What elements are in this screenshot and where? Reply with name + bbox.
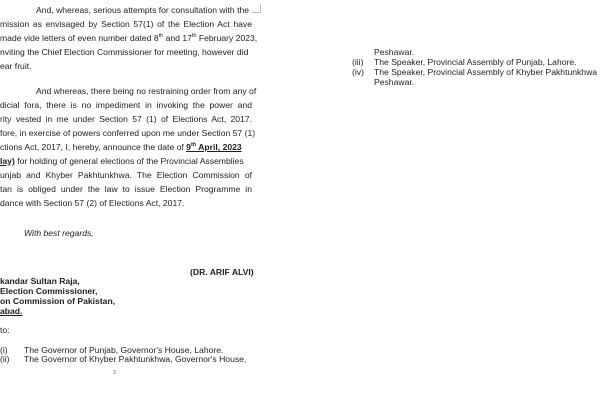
addressee-line-3: on Commission of Pakistan, — [0, 296, 116, 306]
para2-line-1: And whereas, there being no restraining order from any of — [36, 86, 257, 96]
list-item: (iii) The Speaker, Provincial Assembly of Punjab, Lahore. — [352, 57, 577, 67]
copy-to-label: to: — [0, 325, 10, 335]
addressee-line-1: kandar Sultan Raja, — [0, 276, 80, 286]
para2-line-2: dicial fora, there is no impediment in invoking the power and — [0, 100, 252, 110]
signatory-name: (DR. ARIF ALVI) — [190, 267, 254, 277]
para2-line-4: fore, in exercise of powers conferred upon me under Section 57 (1) — [0, 128, 256, 138]
list-item: (ii) The Governor of Khyber Pakhtunkhwa, Governor's House, — [0, 354, 247, 364]
list-item: (i) The Governor of Punjab, Governor's House, Lahore. — [0, 345, 224, 355]
para2-line-8: tan is obliged under the law to issue Election Programme in — [0, 184, 252, 194]
addressee-line-2: Election Commissioner, — [0, 286, 98, 296]
page-corner-mark — [252, 4, 261, 13]
para2-line-6: lay) for holding of general elections of the Provincial Assemblies — [0, 156, 244, 166]
para1-line-2: mission as envisaged by Section 57(1) of the Election Act have — [0, 19, 252, 29]
para2-line-3: rity vested in me under Section 57 (1) of Elections Act, 2017. — [0, 114, 252, 124]
para2-line-5: ctions Act, 2017, I, hereby, announce the date of 9th April, 2023 — [0, 142, 242, 152]
document-page-left — [0, 0, 262, 400]
addressee-line-4: abad. — [0, 306, 23, 316]
list-item: (iv) The Speaker, Provincial Assembly of Khyber Pakhtunkhwa — [352, 67, 598, 77]
closing-regards: With best regards, — [24, 228, 94, 238]
page-number: 3 — [113, 370, 116, 376]
para1-line-5: ear fruit. — [0, 61, 32, 71]
para1-line-3: made vide letters of even number dated 8th and 17th February 2023, — [0, 33, 258, 43]
para1-line-4: nviting the Chief Election Commissioner for meeting, however did — [0, 47, 249, 57]
para1-line-1: And, whereas, serious attempts for consultation with the — [36, 5, 250, 15]
para2-line-9: dance with Section 57 (2) of Elections Act, 2017. — [0, 198, 185, 208]
document-page-right — [318, 0, 600, 400]
para2-line-7: unjab and Khyber Pakhtunkhwa. The Election Commission of — [0, 170, 252, 180]
list-continuation: Peshawar. — [374, 77, 415, 87]
list-continuation: Peshawar. — [374, 47, 415, 57]
